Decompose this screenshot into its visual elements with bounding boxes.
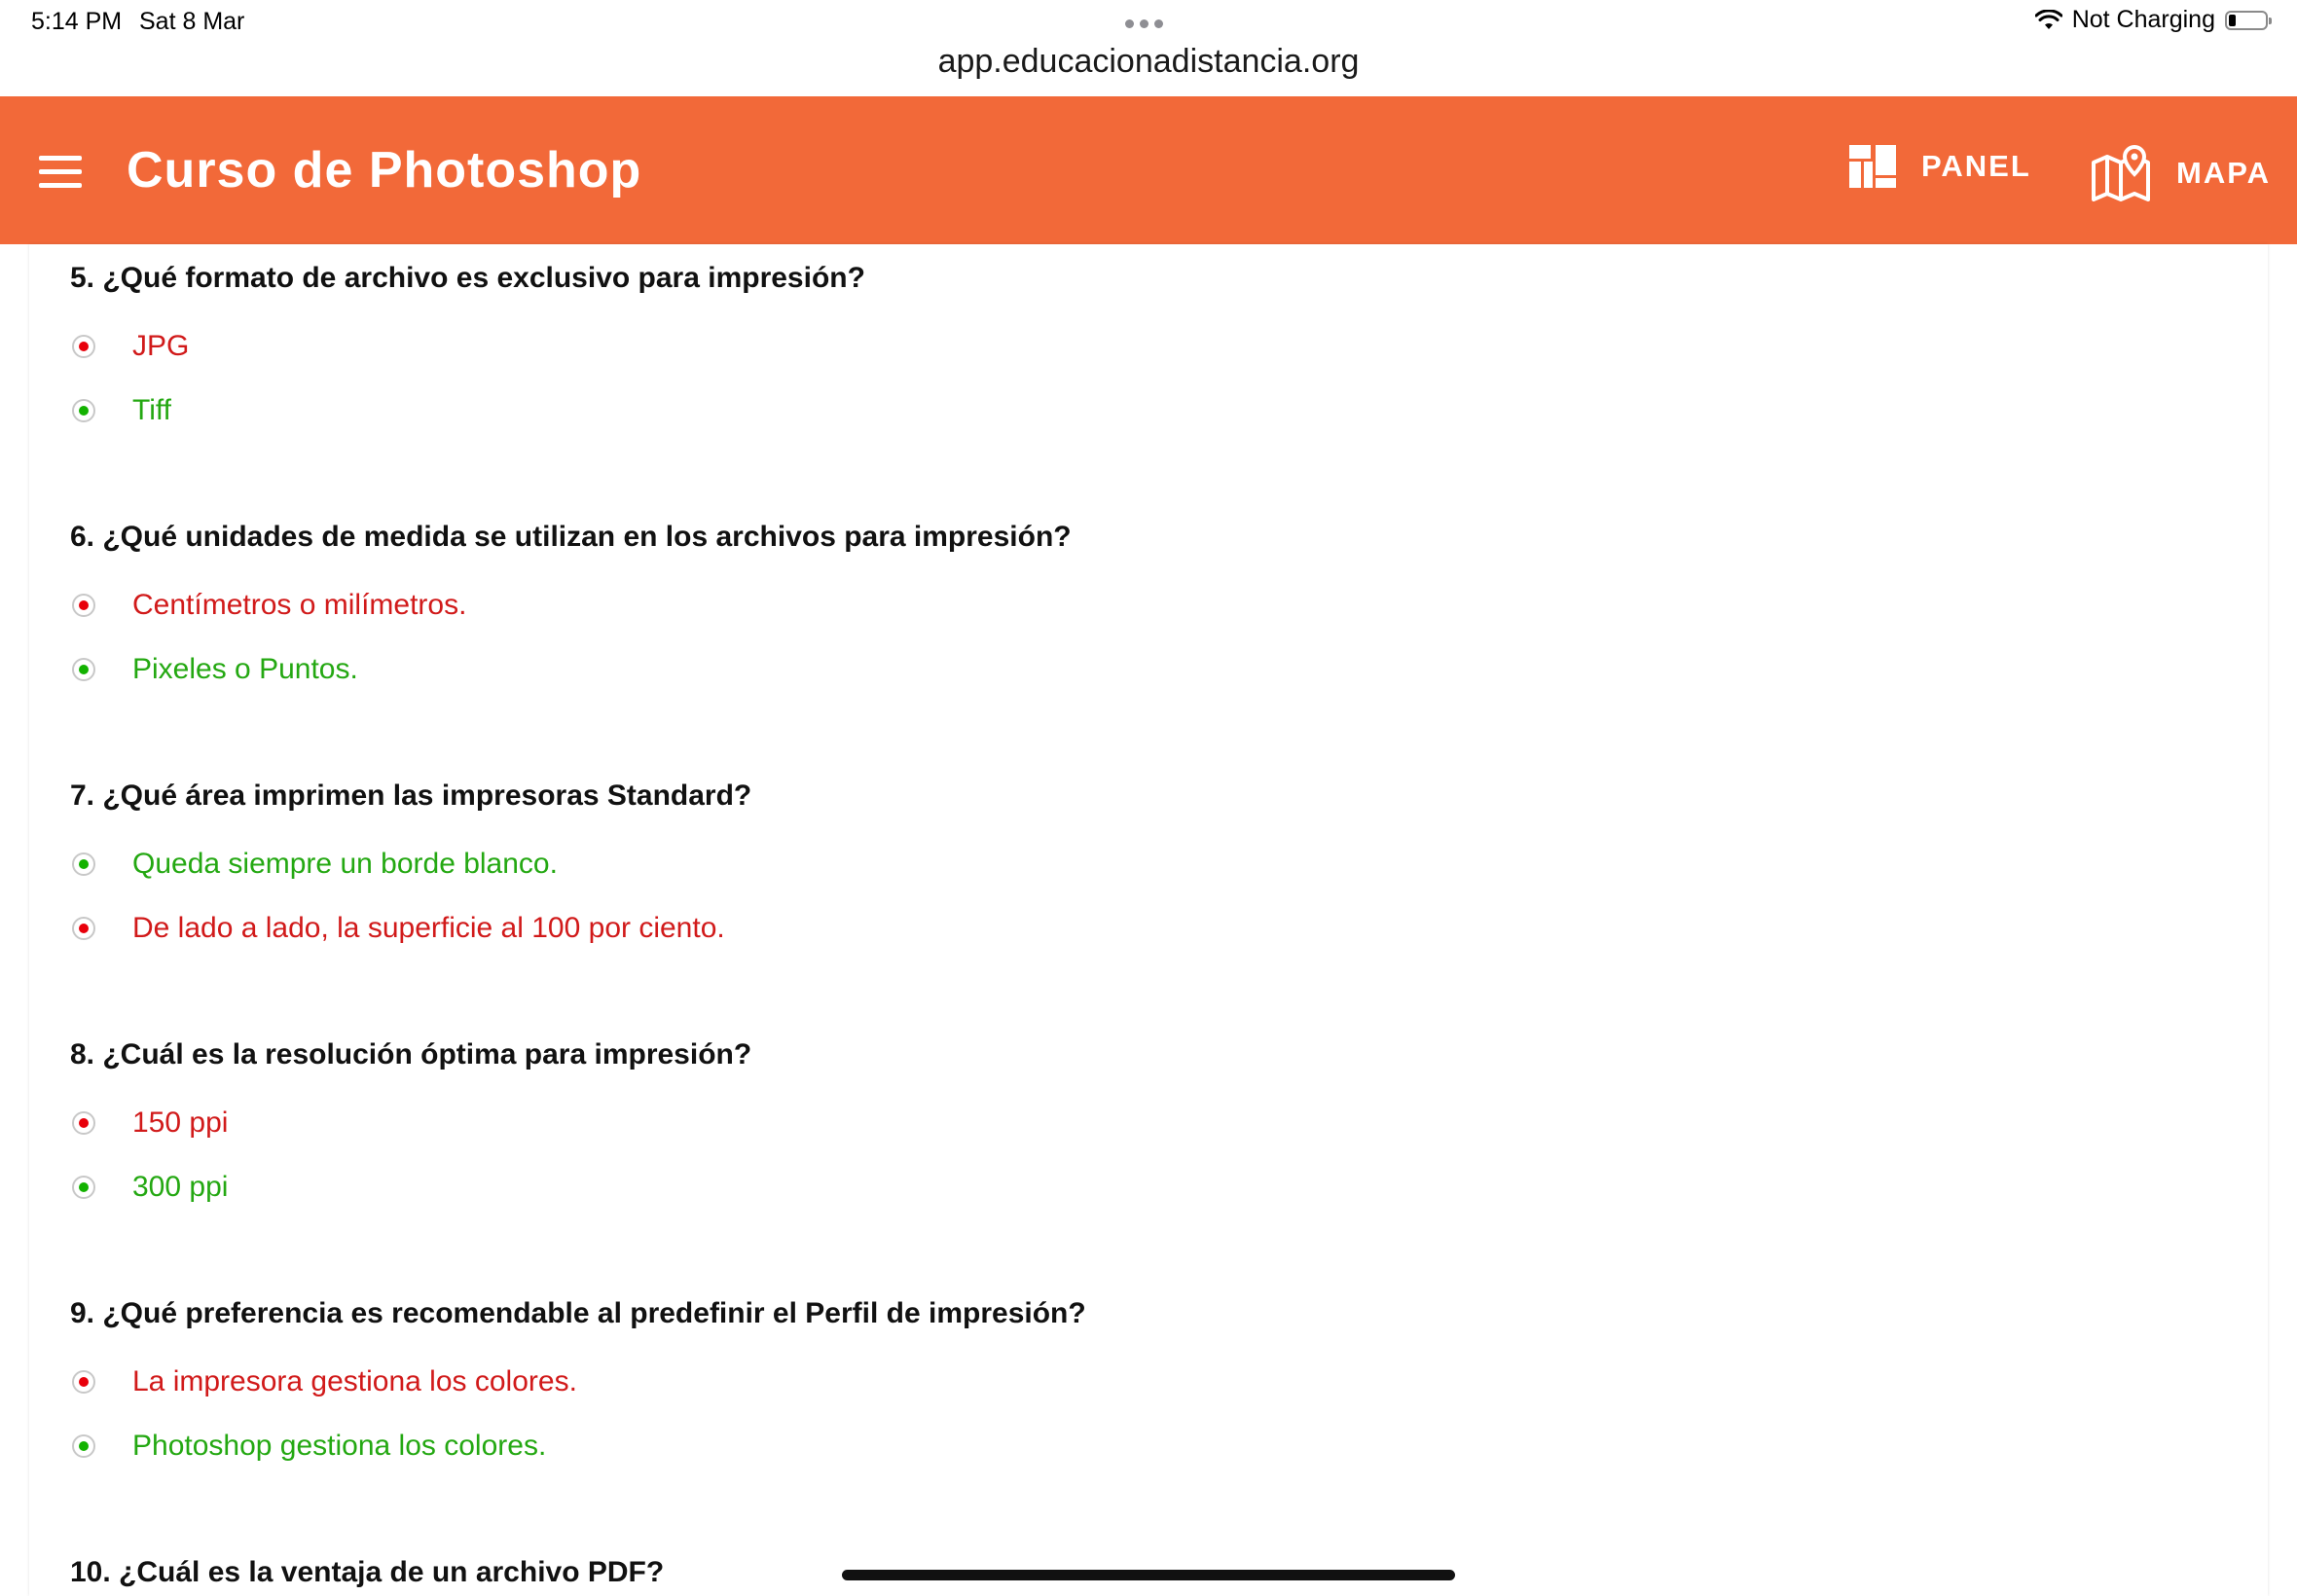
wifi-icon xyxy=(2035,10,2062,31)
radio-icon[interactable] xyxy=(72,1370,95,1394)
menu-icon[interactable] xyxy=(39,156,82,189)
answer-label: La impresora gestiona los colores. xyxy=(132,1365,577,1397)
answer-label: Tiff xyxy=(132,394,172,426)
answer-option[interactable] xyxy=(70,573,1072,637)
question-title: 5. ¿Qué formato de archivo es exclusivo para impresión? xyxy=(70,262,865,294)
panel-label: PANEL xyxy=(1921,149,2031,183)
address-bar-url[interactable]: app.educacionadistancia.org xyxy=(937,43,1360,80)
radio-icon[interactable] xyxy=(72,852,95,876)
battery-status-text: Not Charging xyxy=(2071,6,2215,33)
answer-label: JPG xyxy=(132,330,190,362)
answer-label: Centímetros o milímetros. xyxy=(132,589,467,621)
question-title: 7. ¿Qué área imprimen las impresoras Standard? xyxy=(70,780,752,812)
question-block xyxy=(70,262,865,443)
quiz-results xyxy=(29,244,2268,1596)
status-time: 5:14 PM xyxy=(31,8,123,35)
answer-label: Photoshop gestiona los colores. xyxy=(132,1430,547,1462)
question-title: 6. ¿Qué unidades de medida se utilizan en los archivos para impresión? xyxy=(70,521,1072,553)
answer-option[interactable] xyxy=(70,379,865,443)
radio-icon[interactable] xyxy=(72,917,95,940)
dashboard-icon xyxy=(1849,145,1896,188)
radio-icon[interactable] xyxy=(72,399,95,422)
answer-label: 150 ppi xyxy=(132,1106,229,1139)
answer-option[interactable] xyxy=(70,1155,751,1219)
battery-icon xyxy=(2225,11,2268,30)
answer-option[interactable] xyxy=(70,1350,1086,1414)
map-icon xyxy=(2091,145,2151,201)
answer-option[interactable] xyxy=(70,1091,751,1155)
radio-icon[interactable] xyxy=(72,1176,95,1199)
question-block xyxy=(70,780,751,961)
question-block xyxy=(70,1297,1086,1478)
radio-icon[interactable] xyxy=(72,1111,95,1135)
status-bar xyxy=(0,0,2297,47)
answer-option[interactable] xyxy=(70,896,751,961)
page-title: Curso de Photoshop xyxy=(127,142,642,199)
radio-icon[interactable] xyxy=(72,1434,95,1458)
answer-label: Pixeles o Puntos. xyxy=(132,653,358,685)
answer-label: Queda siempre un borde blanco. xyxy=(132,848,558,880)
radio-icon[interactable] xyxy=(72,658,95,681)
status-right xyxy=(2035,6,2268,34)
answer-option[interactable] xyxy=(70,1414,1086,1478)
question-title: 8. ¿Cuál es la resolución óptima para impresión? xyxy=(70,1038,752,1070)
radio-icon[interactable] xyxy=(72,594,95,617)
answer-option[interactable] xyxy=(70,832,751,896)
mapa-button[interactable] xyxy=(2091,145,2271,201)
app-header xyxy=(0,96,2297,244)
question-title: 10. ¿Cuál es la ventaja de un archivo PDF? xyxy=(70,1556,665,1588)
question-block xyxy=(70,521,1072,702)
answer-option[interactable] xyxy=(70,637,1072,702)
home-indicator[interactable] xyxy=(842,1570,1455,1580)
question-block xyxy=(70,1038,751,1219)
answer-label: 300 ppi xyxy=(132,1171,229,1203)
answer-option[interactable] xyxy=(70,314,865,379)
status-date: Sat 8 Mar xyxy=(139,8,245,35)
question-block xyxy=(70,1556,664,1589)
radio-icon[interactable] xyxy=(72,335,95,358)
question-title: 9. ¿Qué preferencia es recomendable al predefinir el Perfil de impresión? xyxy=(70,1297,1086,1329)
panel-button[interactable] xyxy=(1849,145,2031,188)
multitasking-dots-icon[interactable] xyxy=(1125,19,1163,28)
answer-label: De lado a lado, la superficie al 100 por ciento. xyxy=(132,912,725,944)
mapa-label: MAPA xyxy=(2176,156,2271,190)
